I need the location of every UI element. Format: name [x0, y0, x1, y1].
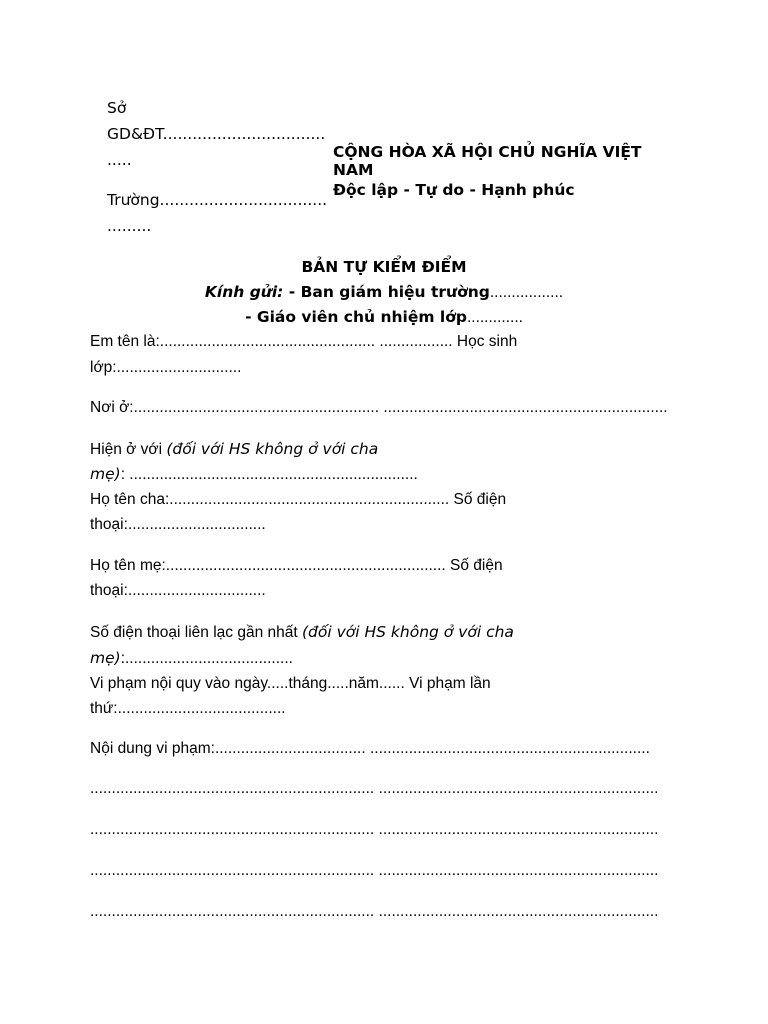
violation-count-line: thứ:.......................................	[90, 700, 286, 717]
violation-content-blank-line: .................................................................. .................................................................	[90, 862, 659, 879]
mother-name-line: Họ tên mẹ:................................................................. Số điện	[90, 557, 503, 574]
recipient-line-teacher	[0, 308, 768, 327]
recipient-line-board	[0, 283, 768, 302]
document-title: BẢN TỰ KIỂM ĐIỂM	[301, 258, 467, 276]
violation-content-blank-line: .................................................................. .................................................................	[90, 821, 659, 838]
recipient-teacher: - Giáo viên chủ nhiệm lớp	[245, 308, 467, 326]
school-name-blank: .................	[489, 284, 564, 301]
guardian-note: (đối với HS không ở với cha	[166, 440, 379, 458]
school-line-2: .........	[107, 217, 152, 235]
department-line-2: GD&ĐT.................................	[107, 125, 326, 143]
contact-phone-line-2	[90, 649, 293, 668]
guardian-blank: : ...................................................................	[120, 466, 418, 483]
national-motto: Độc lập - Tự do - Hạnh phúc	[333, 181, 575, 199]
nation-name-line-1: CỘNG HÒA XÃ HỘI CHỦ NGHĨA VIỆT	[333, 143, 642, 161]
violation-content-blank: ................................... .................................................................	[214, 740, 650, 757]
class-name-blank: .............	[466, 309, 523, 326]
contact-phone-line-1	[90, 623, 514, 642]
recipient-board: - Ban giám hiệu trường	[283, 283, 490, 301]
department-line-3: .....	[107, 151, 132, 169]
father-phone-line: thoại:................................	[90, 516, 266, 533]
guardian-label: Hiện ở với	[90, 441, 167, 458]
contact-phone-note: (đối với HS không ở với cha	[302, 623, 514, 641]
guardian-line-2	[90, 465, 418, 484]
violation-content-line	[90, 740, 650, 758]
guardian-line-1	[90, 440, 378, 459]
student-class-line: lớp:.............................	[90, 359, 242, 376]
school-line-1: Trường..................................	[107, 191, 328, 209]
greeting-label: Kính gửi:	[204, 283, 284, 301]
address-line: Nơi ở:......................................................... ..................................................................	[90, 399, 668, 416]
violation-content-blank-line: .................................................................. .................................................................	[90, 903, 659, 920]
violation-date-line: Vi phạm nội quy vào ngày.....tháng.....năm...... Vi phạm lần	[90, 675, 491, 692]
contact-phone-label: Số điện thoại liên lạc gần nhất	[90, 624, 302, 641]
nation-name-line-2: NAM	[333, 161, 374, 179]
contact-phone-blank: :.......................................	[120, 650, 293, 667]
father-name-line: Họ tên cha:................................................................. Số điện	[90, 491, 507, 508]
violation-content-blank-line: .................................................................. .................................................................	[90, 780, 659, 797]
violation-content-label: Nội dung vi phạm:	[90, 740, 215, 757]
guardian-note-end: mẹ)	[90, 465, 121, 483]
department-line-1: Sở	[107, 99, 127, 117]
contact-phone-note-end: mẹ)	[90, 649, 121, 667]
student-name-line: Em tên là:.................................................. ................. Học sinh	[90, 333, 518, 350]
mother-phone-line: thoại:................................	[90, 582, 266, 599]
